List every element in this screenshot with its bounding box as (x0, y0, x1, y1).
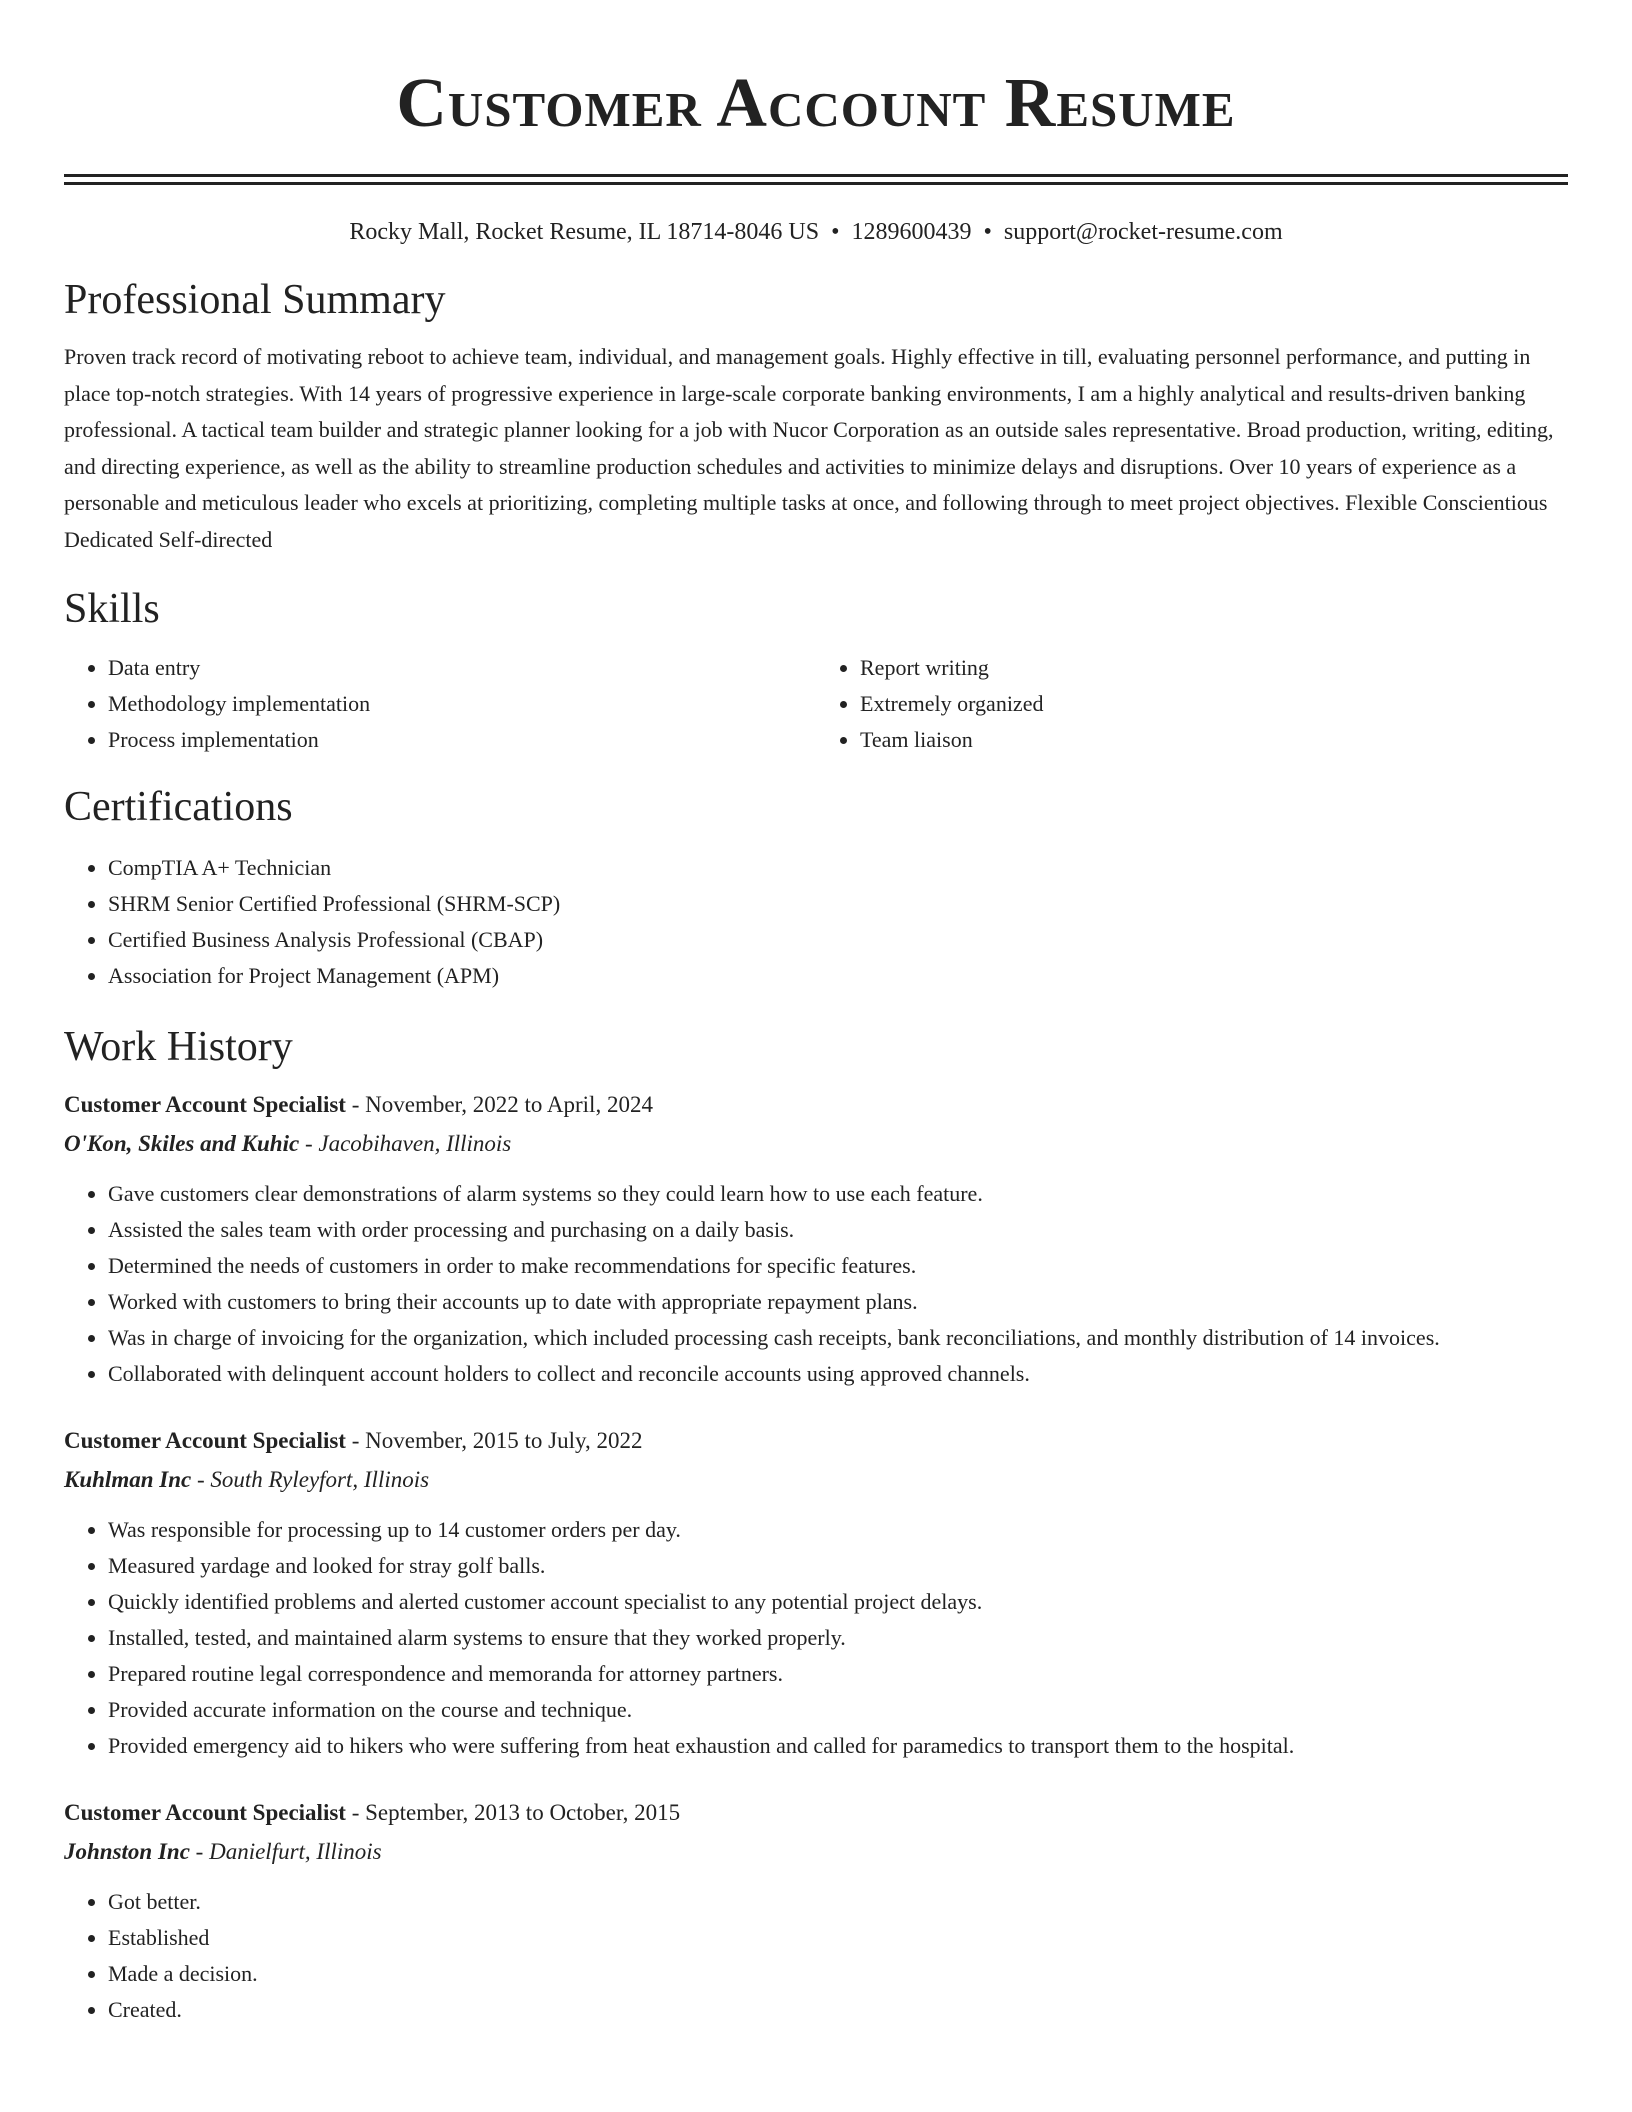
job-company: O'Kon, Skiles and Kuhic (64, 1131, 300, 1156)
skill-item: • Team liaison (860, 722, 1568, 758)
job-bullet: • Provided emergency aid to hikers who were suffering from heat exhaustion and called for paramedics to transport them to the hospital. (108, 1728, 1568, 1764)
skills-left-list (64, 650, 816, 758)
title-divider (64, 174, 1568, 185)
skill-item: • Extremely organized (860, 686, 1568, 722)
job-bullet: • Collaborated with delinquent account holders to collect and reconcile accounts using approved channels. (108, 1356, 1568, 1392)
job-bullet: • Assisted the sales team with order processing and purchasing on a daily basis. (108, 1212, 1568, 1248)
skill-item: • Report writing (860, 650, 1568, 686)
job-company-line: O'Kon, Skiles and Kuhic - Jacobihaven, Illinois (64, 1131, 512, 1156)
job-bullet: • Determined the needs of customers in order to make recommendations for specific features. (108, 1248, 1568, 1284)
contact-email[interactable]: support@rocket-resume.com (1003, 219, 1283, 245)
job-title-line: Customer Account Specialist - November, 2015 to July, 2022 (64, 1428, 643, 1453)
work-history-heading: Work History (64, 1024, 293, 1070)
contact-phone: 1289600439 (851, 219, 972, 245)
job-company: Kuhlman Inc (64, 1467, 192, 1492)
contact-separator: • (831, 219, 840, 245)
job-location: Danielfurt, Illinois (209, 1839, 382, 1864)
job-company: Johnston Inc (64, 1839, 190, 1864)
skills-columns (64, 650, 1568, 758)
job-bullet: • Made a decision. (108, 1956, 1568, 1992)
job-title-line: Customer Account Specialist - September, 2013 to October, 2015 (64, 1800, 681, 1825)
job-title: Customer Account Specialist (64, 1428, 346, 1453)
contact-line (64, 215, 1568, 249)
job-title: Customer Account Specialist (64, 1800, 346, 1825)
job-dates: November, 2022 to April, 2024 (365, 1092, 653, 1117)
job-bullet: • Provided accurate information on the course and technique. (108, 1692, 1568, 1728)
job-company-line: Johnston Inc - Danielfurt, Illinois (64, 1839, 382, 1864)
certification-item: • Certified Business Analysis Professional (CBAP) (108, 922, 1568, 958)
job-title: Customer Account Specialist (64, 1092, 346, 1117)
job-bullet: • Prepared routine legal correspondence and memoranda for attorney partners. (108, 1656, 1568, 1692)
job-bullet: • Worked with customers to bring their accounts up to date with appropriate repayment plans. (108, 1284, 1568, 1320)
job-bullets (64, 1176, 1568, 1392)
job-bullets (64, 1884, 1568, 2028)
job-bullet: • Established (108, 1920, 1568, 1956)
job-bullet: • Quickly identified problems and alerted customer account specialist to any potential project delays. (108, 1584, 1568, 1620)
job-bullet: • Created. (108, 1992, 1568, 2028)
job-dates: November, 2015 to July, 2022 (365, 1428, 643, 1453)
job-bullet: • Was responsible for processing up to 14 customer orders per day. (108, 1512, 1568, 1548)
job-bullet: • Installed, tested, and maintained alarm systems to ensure that they worked properly. (108, 1620, 1568, 1656)
certification-item: • CompTIA A+ Technician (108, 850, 1568, 886)
certification-item: • SHRM Senior Certified Professional (SHRM-SCP) (108, 886, 1568, 922)
skill-item: • Methodology implementation (108, 686, 816, 722)
job-entry-2 (64, 1422, 1568, 1764)
job-bullets (64, 1512, 1568, 1764)
contact-address: Rocky Mall, Rocket Resume, IL 18714-8046 US (349, 219, 820, 245)
job-bullet: • Gave customers clear demonstrations of alarm systems so they could learn how to use each feature. (108, 1176, 1568, 1212)
certifications-heading: Certifications (64, 784, 293, 830)
job-bullet: • Measured yardage and looked for stray golf balls. (108, 1548, 1568, 1584)
job-entry-3 (64, 1794, 1568, 2028)
job-entry-1 (64, 1086, 1568, 1392)
skills-right-list (816, 650, 1568, 758)
job-title-line: Customer Account Specialist - November, 2022 to April, 2024 (64, 1092, 653, 1117)
job-bullet: • Got better. (108, 1884, 1568, 1920)
summary-text: Proven track record of motivating reboot to achieve team, individual, and management goals. Highly effective in till, evaluating personnel performance, and putting in place top-notch strategies. With 14 years of progressive experience in large-scale corporate banking environments, I am a highly analytical and results-driven banking professional. A tactical team builder and strategic planner looking for a job with Nucor Corporation as an outside sales representative. Broad production, writing, editing, and directing experience, as well as the ability to streamline production schedules and activities to minimize delays and disruptions. Over 10 years of experience as a personable and meticulous leader who excels at prioritizing, completing multiple tasks at once, and following through to meet project objectives. Flexible Conscientious Dedicated Self-directed (64, 344, 1554, 552)
skill-item: • Data entry (108, 650, 816, 686)
job-dates: September, 2013 to October, 2015 (365, 1800, 681, 1825)
job-location: Jacobihaven, Illinois (318, 1131, 512, 1156)
skill-item: • Process implementation (108, 722, 816, 758)
skills-heading: Skills (64, 586, 160, 632)
contact-separator: • (983, 219, 992, 245)
certifications-list (64, 850, 1568, 994)
job-company-line: Kuhlman Inc - South Ryleyfort, Illinois (64, 1467, 430, 1492)
job-location: South Ryleyfort, Illinois (210, 1467, 430, 1492)
certification-item: • Association for Project Management (APM) (108, 958, 1568, 994)
resume-title: Customer Account Resume (396, 65, 1236, 142)
summary-heading: Professional Summary (64, 277, 446, 323)
job-bullet: • Was in charge of invoicing for the organization, which included processing cash receipts, bank reconciliations, and monthly distribution of 14 invoices. (108, 1320, 1568, 1356)
